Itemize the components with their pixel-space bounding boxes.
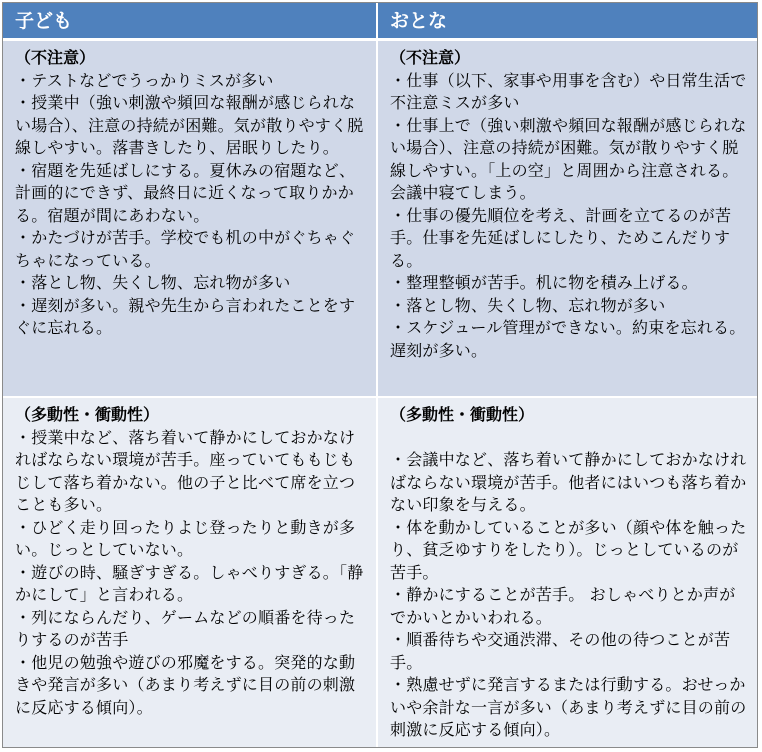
list-item: ・会議中など、落ち着いて静かにしておかなければならない環境が苦手。他者にはいつも落ち着かない印象を与える。 bbox=[390, 450, 747, 514]
section-title: （多動性・衝動性） bbox=[390, 405, 535, 424]
comparison-table bbox=[2, 2, 758, 748]
list-item: ・遊びの時、騒ぎすぎる。しゃべりすぎる。「静かにして」と言われる。 bbox=[15, 562, 364, 604]
cell-child-hyperactivity bbox=[3, 396, 378, 747]
list-item: ・静かにすることが苦手。 おしゃべりとか声がでかいとかいわれる。 bbox=[390, 585, 736, 627]
header-adult bbox=[378, 3, 757, 41]
header-child bbox=[3, 3, 378, 41]
list-item: ・熟慮せずに発言するまたは行動する。おせっかいや余計な一言が多い（あまり考えずに目の前の刺激に反応する傾向）。 bbox=[390, 675, 747, 739]
section-title: （不注意） bbox=[390, 48, 471, 67]
list-item: ・整理整頓が苦手。机に物を積み上げる。 bbox=[390, 273, 698, 292]
list-item: ・仕事の優先順位を考え、計画を立てるのが苦手。仕事を先延ばしにしたり、ためこんだりする。 bbox=[390, 205, 732, 270]
list-item: ・列にならんだり、ゲームなどの順番を待ったりするのが苦手 bbox=[15, 607, 356, 649]
list-item: ・落とし物、失くし物、忘れ物が多い bbox=[15, 273, 291, 292]
cell-child-inattention bbox=[3, 41, 378, 396]
list-item: ・宿題を先延ばしにする。夏休みの宿題など、計画的にできず、最終日に近くなって取りかかる。宿題が間にあわない。 bbox=[15, 160, 356, 225]
list-item: ・仕事上で（強い刺激や頻回な報酬が感じられない場合）、注意の持続が困難。気が散りやすく脱線しやすい。「上の空」と周囲から注意される。会議中寝てしまう。 bbox=[390, 115, 747, 202]
list-item: ・テストなどでうっかりミスが多い bbox=[15, 70, 274, 90]
list-item: ・体を動かしていることが多い（顔や体を触ったり、貧乏ゆすりをしたり）。じっとしているのが苦手。 bbox=[390, 517, 747, 582]
list-item: ・落とし物、失くし物、忘れ物が多い bbox=[390, 295, 666, 315]
section-title: （不注意） bbox=[15, 48, 96, 67]
list-item: ・ひどく走り回ったりよじ登ったりと動きが多い。じっとしていない。 bbox=[15, 517, 356, 559]
list-item: ・順番待ちや交通渋滞、その他の待つことが苦手。 bbox=[390, 630, 731, 672]
list-item: ・授業中など、落ち着いて静かにしておかなければならない環境が苦手。座っていてももじもじして落ち着かない。他の子と比べて席を立つことも多い。 bbox=[15, 427, 356, 514]
section-title: （多動性・衝動性） bbox=[15, 405, 160, 424]
list-item: ・授業中（強い刺激や頻回な報酬が感じられない場合）、注意の持続が困難。気が散りやすく脱線しやすい。落書きしたり、居眠りしたり。 bbox=[15, 93, 364, 157]
header-adult-label: おとな bbox=[390, 10, 448, 32]
cell-adult-inattention bbox=[378, 41, 757, 396]
list-item: ・スケジュール管理ができない。約束を忘れる。遅刻が多い。 bbox=[390, 318, 746, 360]
blank-line bbox=[390, 427, 749, 450]
list-item: ・他児の勉強や遊びの邪魔をする。突発的な動きや発言が多い（あまり考えずに目の前の刺激に反応する傾向）。 bbox=[15, 652, 356, 717]
list-item: ・仕事（以下、家事や用事を含む）や日常生活で不注意ミスが多い bbox=[390, 70, 747, 112]
list-item: ・遅刻が多い。親や先生から言われたことをすぐに忘れる。 bbox=[15, 295, 356, 337]
cell-adult-hyperactivity bbox=[378, 396, 757, 747]
header-child-label: 子ども bbox=[15, 10, 73, 32]
list-item: ・かたづけが苦手。学校でも机の中がぐちゃぐちゃになっている。 bbox=[15, 228, 356, 270]
